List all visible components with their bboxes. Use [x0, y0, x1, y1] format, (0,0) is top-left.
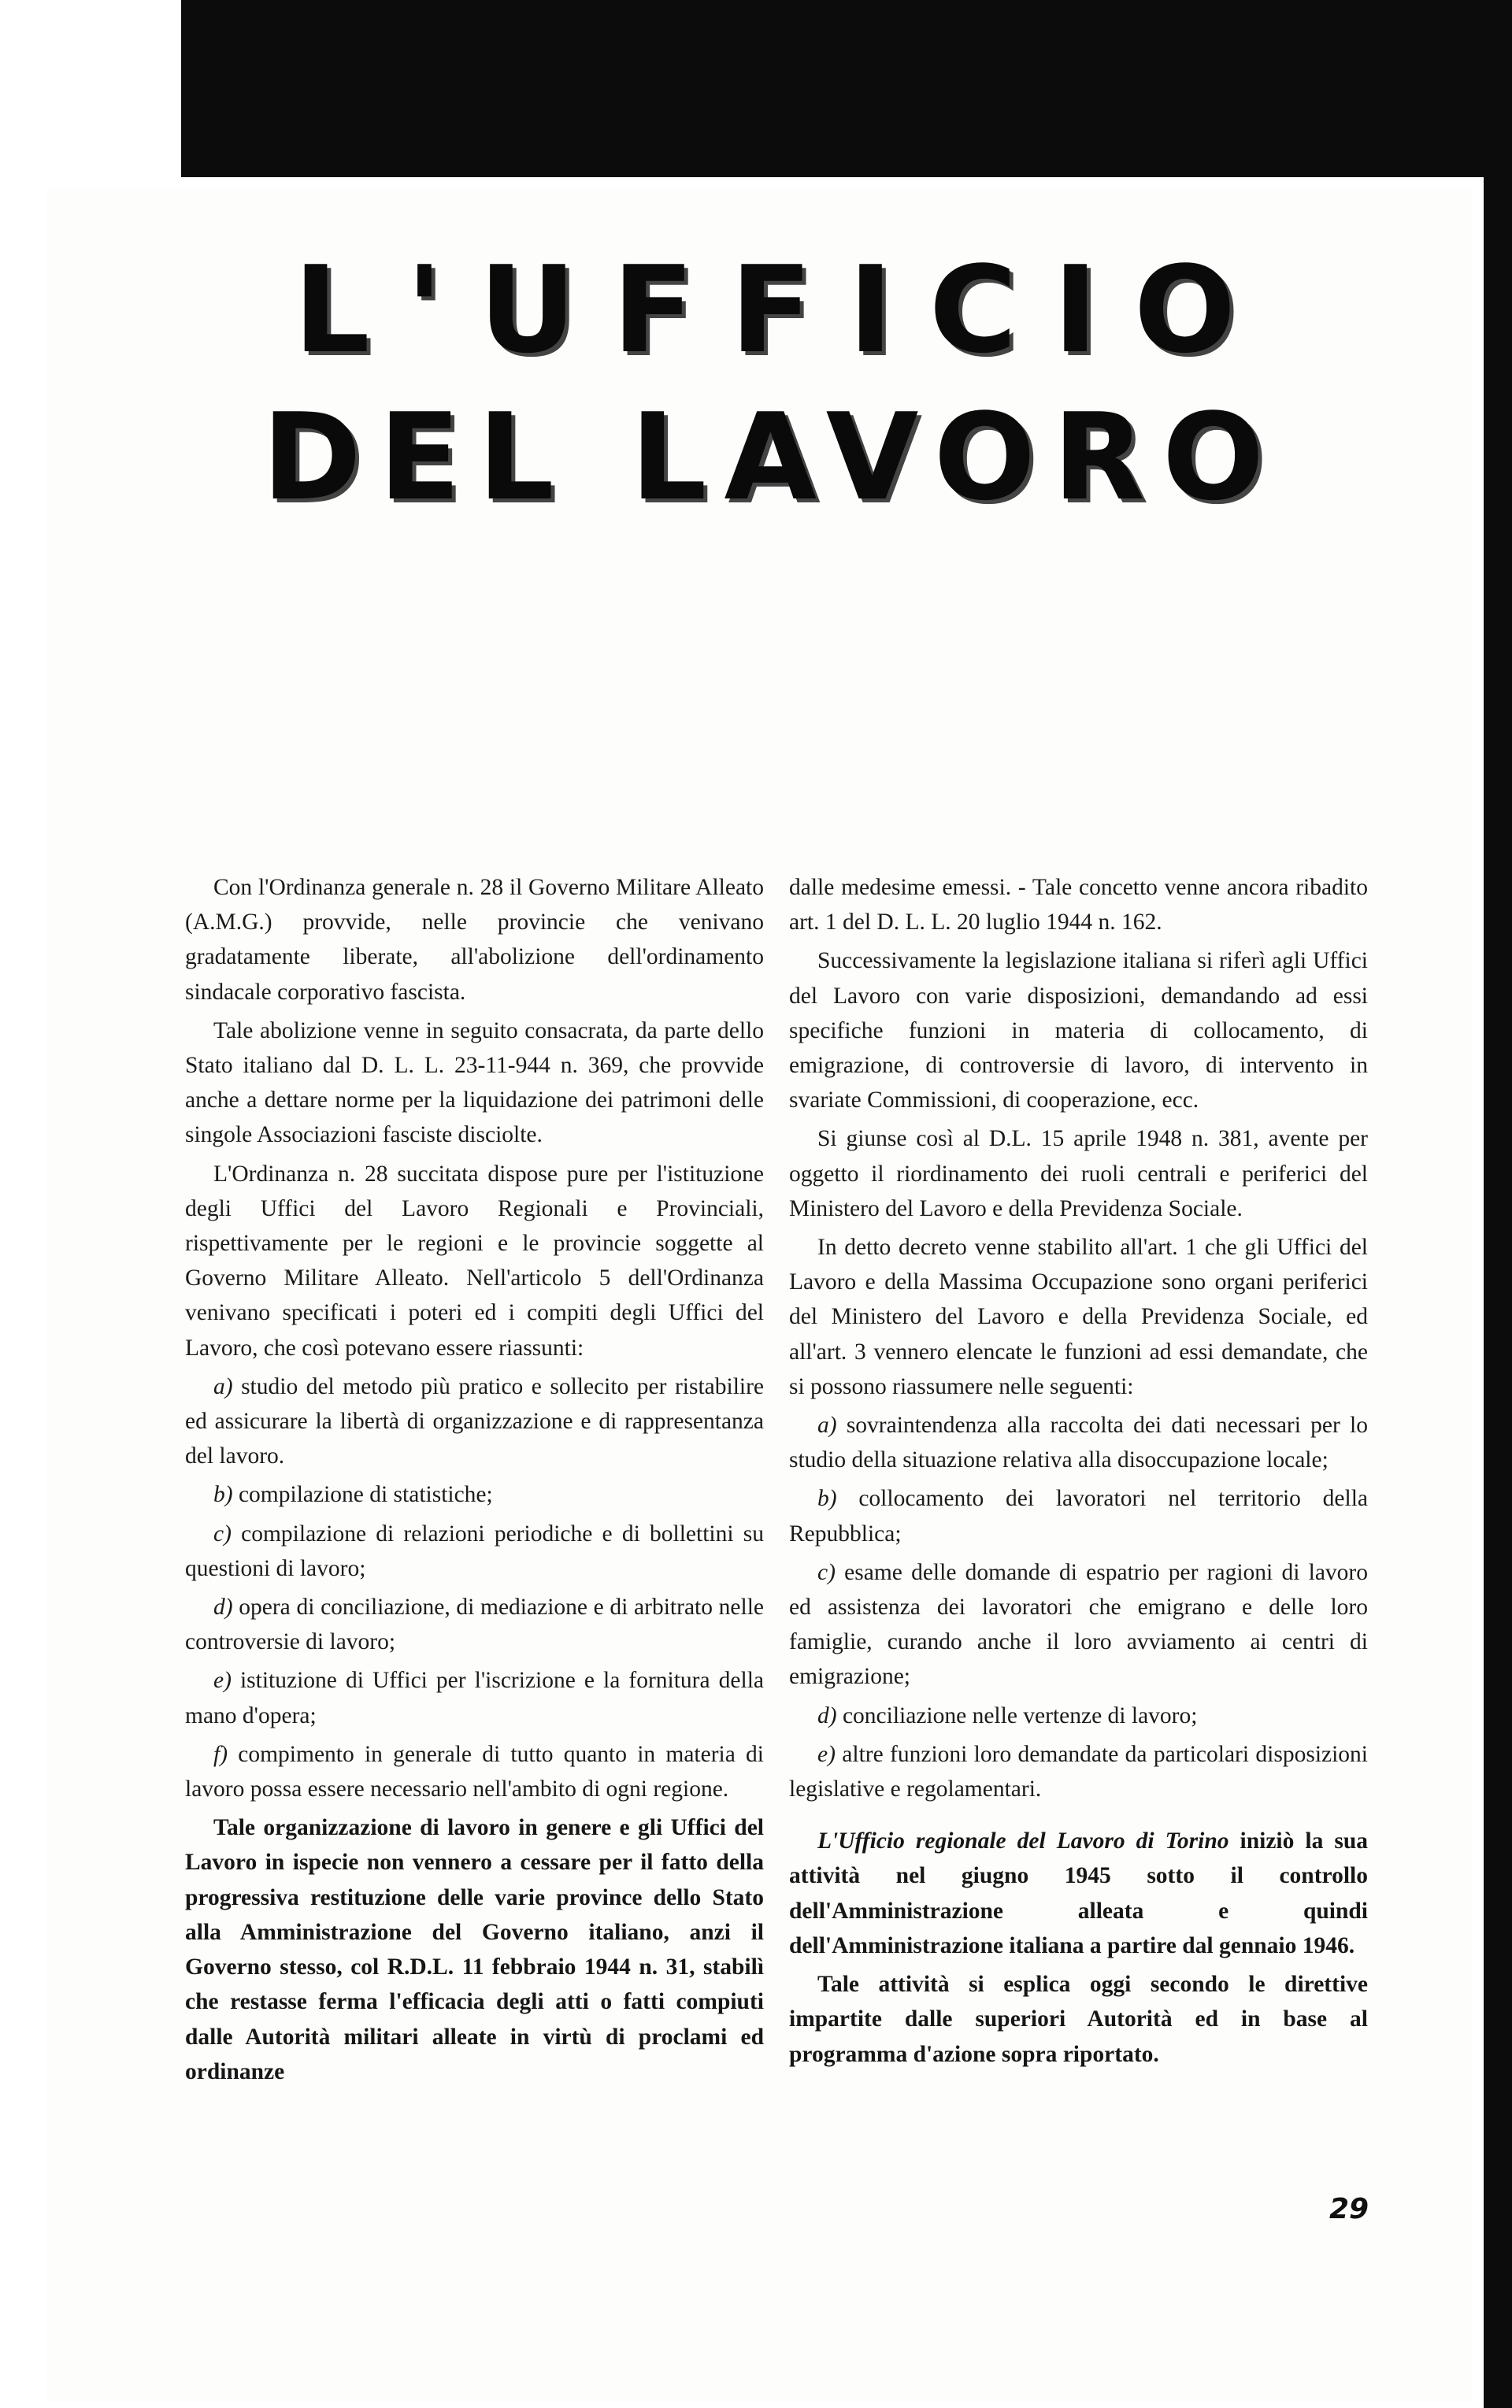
item-text: compilazione di statistiche; — [238, 1482, 493, 1508]
item-label: a) — [817, 1413, 837, 1439]
item-label: c) — [213, 1521, 232, 1547]
item-text: istituzione di Uffici per l'iscrizione e la fornitura della mano d'opera; — [185, 1668, 764, 1728]
item-label: b) — [213, 1482, 233, 1508]
paragraph-torino — [789, 1824, 1368, 1963]
item-text: opera di conciliazione, di mediazione e di arbitrato nelle controversie di lavoro; — [185, 1595, 764, 1655]
paragraph: L'Ordinanza n. 28 succitata dispose pure per l'istituzione degli Uffici del Lavoro Regionali e Provinciali, rispettivamente per le regioni e le provincie soggette al Governo Militare Alleato. Nell'articolo 5 dell'Ordinanza venivano specificati i poteri ed i compiti degli Uffici del Lavoro, che così potevano essere riassunti: — [185, 1161, 764, 1361]
item-text: altre funzioni loro demandate da particolari disposizioni legislative e regolamentari. — [789, 1741, 1368, 1802]
paragraph: Successivamente la legislazione italiana si riferì agli Uffici del Lavoro con varie disposizioni, demandando ad essi specifiche funzioni in materia di collocamento, di emigrazione, di controversie di lavoro, di intervento in svariate Commissioni, di cooperazione, ecc. — [789, 948, 1368, 1113]
list-item — [789, 1555, 1368, 1695]
item-label: e) — [817, 1741, 836, 1767]
scan-border-top — [181, 0, 1512, 177]
paragraph: Tale abolizione venne in seguito consacrata, da parte dello Stato italiano dal D. L. L. 23-11-944 n. 369, che provvide anche a dettare norme per la liquidazione dei patrimoni delle singole Associazioni fasciste disciolte. — [185, 1017, 764, 1148]
item-label: d) — [817, 1702, 837, 1728]
torino-office-name: L'Ufficio regionale del Lavoro di Torino — [817, 1828, 1229, 1854]
paragraph: dalle medesime emessi. - Tale concetto venne ancora ribadito art. 1 del D. L. L. 20 luglio 1944 n. 162. — [789, 875, 1368, 935]
item-text: compilazione di relazioni periodiche e di bollettini su questioni di lavoro; — [185, 1521, 764, 1581]
left-column — [185, 870, 764, 2093]
item-text: sovraintendenza alla raccolta dei dati necessari per lo studio della situazione relativa alla disoccupazione locale; — [789, 1413, 1369, 1473]
item-label: c) — [817, 1559, 836, 1585]
list-item — [185, 1737, 764, 1806]
list-item — [185, 1517, 764, 1586]
page-title-line-2: DEL LAVORO — [261, 387, 1282, 527]
list-item — [789, 1408, 1368, 1477]
paragraph: Si giunse così al D.L. 15 aprile 1948 n. 381, avente per oggetto il riordinamento dei ruoli centrali e periferici del Ministero del Lavoro e della Previdenza Sociale. — [789, 1126, 1368, 1221]
item-label: f) — [213, 1741, 228, 1767]
page-number: 29 — [1329, 2193, 1369, 2225]
torino-text: iniziò la sua attività nel giugno 1945 sotto il controllo dell'Amministrazione alleata e quindi dell'Amministrazione italiana a partire dal gennaio 1946. — [789, 1828, 1369, 1958]
item-text: compimento in generale di tutto quanto in materia di lavoro possa essere necessario nell'ambito di ogni regione. — [185, 1741, 764, 1802]
list-item — [789, 1699, 1368, 1733]
page-title-line-1: L'UFFICIO — [293, 240, 1273, 380]
right-column — [789, 870, 1368, 2076]
list-item — [185, 1369, 764, 1474]
list-item — [789, 1737, 1368, 1806]
paragraph: Tale attività si esplica oggi secondo le direttive impartite dalle superiori Autorità ed in base al programma d'azione sopra riportato. — [789, 1972, 1368, 2067]
paragraph: Tale organizzazione di lavoro in genere e gli Uffici del Lavoro in ispecie non vennero a cessare per il fatto della progressiva restituzione delle varie province dello Stato alla Amministrazione del Governo italiano, anzi il Governo stesso, col R.D.L. 11 febbraio 1944 n. 31, stabilì che restasse ferma l'efficacia degli atti o fatti compiuti dalle Autorità militari alleate in virtù di proclami ed ordinanze — [185, 1815, 764, 2084]
item-label: b) — [817, 1486, 837, 1512]
item-text: esame delle domande di espatrio per ragioni di lavoro ed assistenza dei lavoratori che emigrano e delle loro famiglie, curando anche il loro avviamento ai centri di emigrazione; — [789, 1559, 1368, 1690]
list-item — [185, 1663, 764, 1732]
item-text: collocamento dei lavoratori nel territorio della Repubblica; — [789, 1486, 1368, 1547]
item-label: d) — [213, 1595, 233, 1621]
item-text: conciliazione nelle vertenze di lavoro; — [842, 1702, 1198, 1728]
item-label: e) — [213, 1668, 232, 1694]
list-item — [789, 1481, 1368, 1550]
list-item — [185, 1590, 764, 1659]
item-text: studio del metodo più pratico e sollecito per ristabilire ed assicurare la libertà di organizzazione e di rappresentanza del lavoro. — [185, 1373, 764, 1469]
paragraph: Con l'Ordinanza generale n. 28 il Governo Militare Alleato (A.M.G.) provvide, nelle provincie che venivano gradatamente liberate, all'abolizione dell'ordinamento sindacale corporativo fascista. — [185, 875, 764, 1005]
item-label: a) — [213, 1373, 233, 1399]
paragraph: In detto decreto venne stabilito all'art. 1 che gli Uffici del Lavoro e della Massima Occupazione sono organi periferici del Ministero del Lavoro e della Previdenza Sociale, ed all'art. 3 vennero elencate le funzioni ad essi demandate, che si possono riassumere nelle seguenti: — [789, 1235, 1368, 1399]
list-item — [185, 1477, 764, 1512]
